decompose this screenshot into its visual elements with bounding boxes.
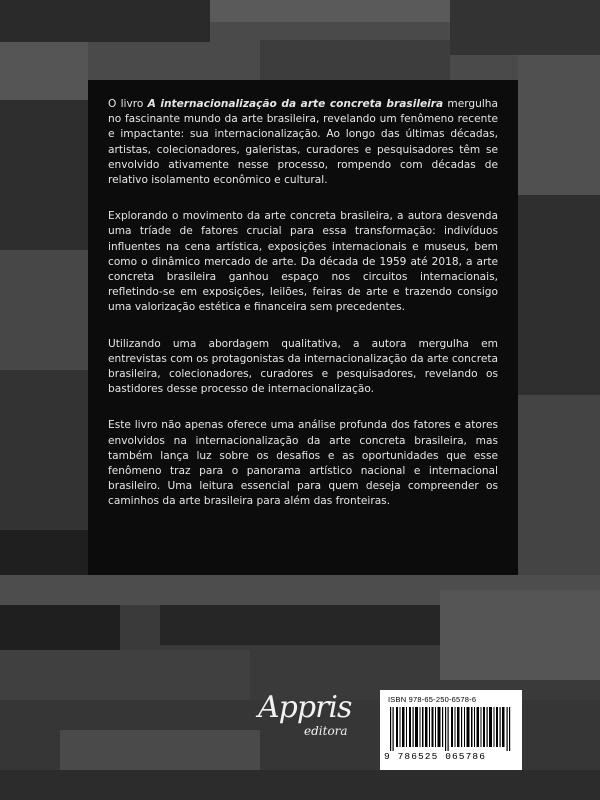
isbn-barcode-box	[380, 690, 522, 770]
paragraph-1-rest: mergulha no fascinante mundo da arte brasileira, revelando um fenômeno recente e impactante: sua internacionalização. Ao longo das últimas décadas, artistas, colecionadores, galeristas, curadores e pesquisadores têm se envolvido ativamente nesse processo, rompendo com décadas de relativo isolamento econômico e cultural.	[108, 98, 498, 187]
book-title: A internacionalização da arte concreta brasileira	[147, 98, 444, 110]
back-cover-text-box	[88, 80, 518, 575]
barcode	[388, 707, 514, 751]
paragraph-3: Utilizando uma abordagem qualitativa, a autora mergulha em entrevistas com os protagonistas da internacionalização da arte concreta brasileira, colecionadores, curadores e pesquisadores, revelando os bastidores desse processo de internacionalização.	[108, 337, 498, 396]
paragraph-2: Explorando o movimento da arte concreta brasileira, a autora desvenda uma tríade de fatores crucial para essa transformação: indivíduos influentes na cena artística, exposições internacionais e museus, bem como o dinâmico mercado de arte. Da década de 1959 até 2018, a arte concreta brasileira ganhou espaço nos circuitos internacionais, refletindo-se em exposições, leilões, feiras de arte e trazendo consigo uma valorização estética e financeira sem precedentes.	[108, 210, 498, 314]
paragraph-1	[108, 97, 498, 188]
isbn-label: ISBN 978-65-250-6578-6	[388, 695, 477, 704]
publisher-name: Appris	[258, 690, 352, 725]
paragraph-1-lead: O livro	[108, 98, 148, 110]
publisher-logo	[258, 690, 366, 742]
paragraph-4: Este livro não apenas oferece uma análise profunda dos fatores e atores envolvidos na internacionalização da arte concreta brasileira, mas também lança luz sobre os desafios e as oportunidades que esse fenômeno traz para o panorama artístico nacional e internacional brasileiro. Uma leitura essencial para quem deseja compreender os caminhos da arte brasileira para além das fronteiras.	[108, 419, 498, 508]
publisher-sub: editora	[304, 724, 348, 738]
isbn-digits: 9 786525 065786	[384, 751, 487, 762]
